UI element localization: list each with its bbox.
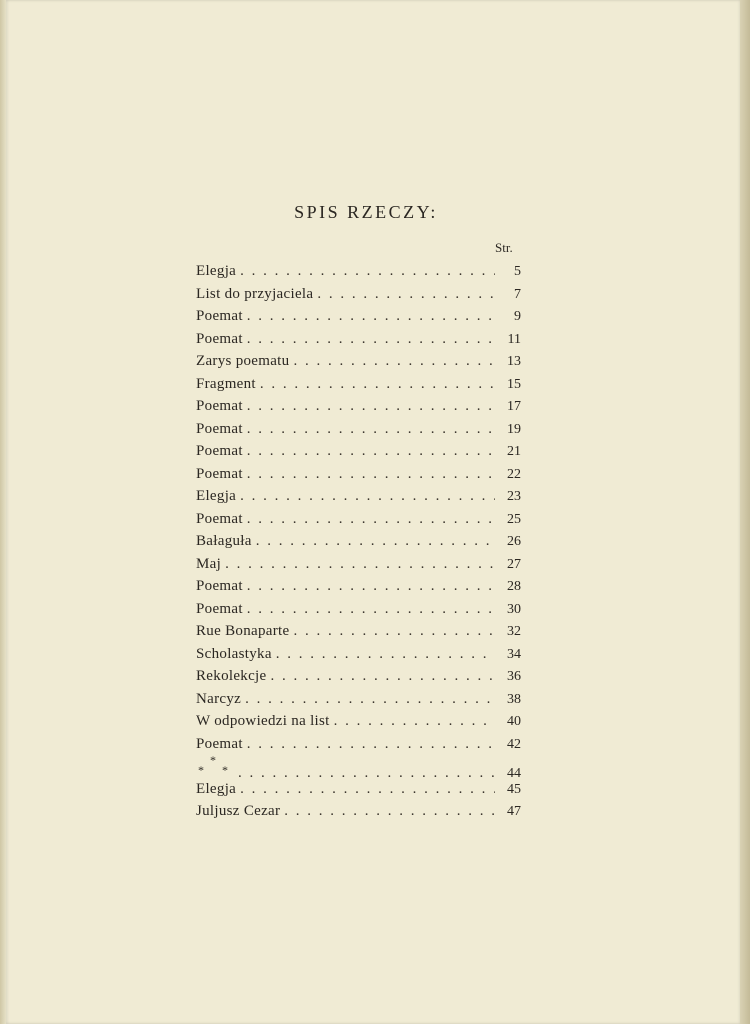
dot-leader xyxy=(238,762,495,778)
toc-entry-title: Rekolekcje xyxy=(196,668,267,684)
toc-entry xyxy=(196,755,521,778)
toc-entry-title: Poemat xyxy=(196,398,243,414)
toc-entry xyxy=(196,395,521,418)
asterism-star: * xyxy=(210,755,217,767)
dot-leader xyxy=(247,440,495,463)
toc-entry-page-number: 19 xyxy=(507,421,521,437)
toc-entry-page-number: 47 xyxy=(507,804,521,819)
toc-entry xyxy=(196,305,521,328)
page-right-edge xyxy=(740,0,750,1024)
dot-leader xyxy=(260,373,495,396)
toc-entry-page-number: 17 xyxy=(507,399,521,414)
page-number-column-label: Str. xyxy=(495,240,513,255)
toc-entry xyxy=(196,440,521,463)
toc-entry-page-number: 11 xyxy=(507,331,521,347)
page-title: SPIS RZECZY: xyxy=(294,202,438,222)
toc-entry-title: Elegja xyxy=(196,263,237,279)
dot-leader xyxy=(334,710,495,733)
book-page xyxy=(6,0,742,1024)
dot-leader xyxy=(247,733,495,756)
toc-entry-title: Narcyz xyxy=(196,690,242,707)
toc-entry-title: List do przyjaciela xyxy=(196,285,314,302)
toc-entry xyxy=(196,260,521,283)
toc-entry-title: Bałaguła xyxy=(196,533,252,549)
toc-entry-page-number: 40 xyxy=(507,714,521,729)
toc-entry-title: Poemat xyxy=(196,465,243,482)
toc-entry-title: Maj xyxy=(196,555,222,572)
dot-leader xyxy=(245,688,495,711)
toc-entry-page-number: 45 xyxy=(507,781,521,797)
toc-entry xyxy=(196,553,521,576)
asterism-star: * xyxy=(198,763,205,777)
toc-entry-title: Zarys poematu xyxy=(196,353,290,369)
toc-entry xyxy=(196,620,521,643)
toc-entry-page-number: 34 xyxy=(507,646,521,662)
dot-leader xyxy=(247,328,495,351)
dot-leader xyxy=(256,530,495,553)
toc-entry-page-number: 23 xyxy=(507,489,521,504)
dot-leader xyxy=(247,598,495,621)
table-of-contents xyxy=(196,260,521,823)
toc-entry-title: Poemat xyxy=(196,420,243,437)
toc-entry xyxy=(196,463,521,486)
dot-leader xyxy=(270,665,495,688)
toc-entry-page-number: 44 xyxy=(507,766,521,778)
toc-entry xyxy=(196,688,521,711)
toc-entry-page-number: 26 xyxy=(507,534,521,549)
toc-entry-page-number: 38 xyxy=(507,691,521,707)
dot-leader xyxy=(284,800,495,823)
toc-entry-title: Rue Bonaparte xyxy=(196,623,290,639)
toc-entry-title: Poemat xyxy=(196,600,243,617)
toc-entry-page-number: 9 xyxy=(514,309,521,324)
dot-leader xyxy=(293,620,495,643)
toc-entry-title: Poemat xyxy=(196,510,243,527)
toc-entry-page-number: 25 xyxy=(507,511,521,527)
toc-entry-title: Juljusz Cezar xyxy=(196,803,281,819)
dot-leader xyxy=(240,260,495,283)
dot-leader xyxy=(225,553,495,576)
toc-entry xyxy=(196,530,521,553)
toc-entry-title: Poemat xyxy=(196,308,243,324)
toc-entry-page-number: 27 xyxy=(507,556,521,572)
toc-entry-page-number: 32 xyxy=(507,624,521,639)
toc-entry-asterism xyxy=(196,755,234,777)
toc-entry xyxy=(196,710,521,733)
dot-leader xyxy=(247,575,495,598)
toc-entry-title: Poemat xyxy=(196,578,243,594)
toc-entry-page-number: 28 xyxy=(507,579,521,594)
toc-entry-page-number: 5 xyxy=(514,264,521,279)
dot-leader xyxy=(293,350,495,373)
toc-entry-page-number: 22 xyxy=(507,466,521,482)
toc-entry xyxy=(196,328,521,351)
toc-entry xyxy=(196,350,521,373)
toc-entry-page-number: 13 xyxy=(507,354,521,369)
toc-entry xyxy=(196,418,521,441)
toc-entry-page-number: 21 xyxy=(507,444,521,459)
toc-entry xyxy=(196,778,521,801)
dot-leader xyxy=(247,395,495,418)
toc-entry xyxy=(196,733,521,756)
toc-entry xyxy=(196,508,521,531)
dot-leader xyxy=(276,643,495,666)
asterism-star: * xyxy=(222,763,229,777)
dot-leader xyxy=(317,283,495,306)
toc-entry xyxy=(196,283,521,306)
toc-entry-page-number: 15 xyxy=(507,376,521,392)
toc-entry-page-number: 7 xyxy=(514,286,521,302)
dot-leader xyxy=(247,418,495,441)
toc-entry-page-number: 30 xyxy=(507,601,521,617)
toc-entry-title: Fragment xyxy=(196,375,256,392)
toc-entry-title: Poemat xyxy=(196,443,243,459)
toc-entry-title: Elegja xyxy=(196,780,237,797)
toc-entry-page-number: 42 xyxy=(507,736,521,752)
toc-entry xyxy=(196,800,521,823)
dot-leader xyxy=(240,778,495,801)
toc-entry-title: Elegja xyxy=(196,488,237,504)
toc-entry-title: Poemat xyxy=(196,735,243,752)
dot-leader xyxy=(240,485,495,508)
dot-leader xyxy=(247,508,495,531)
toc-entry xyxy=(196,575,521,598)
toc-entry xyxy=(196,598,521,621)
toc-entry xyxy=(196,643,521,666)
toc-entry xyxy=(196,485,521,508)
toc-entry-title: Scholastyka xyxy=(196,645,272,662)
dot-leader xyxy=(247,305,495,328)
toc-entry-title: W odpowiedzi na list xyxy=(196,713,330,729)
toc-entry xyxy=(196,665,521,688)
toc-entry-page-number: 36 xyxy=(507,669,521,684)
toc-entry-title: Poemat xyxy=(196,330,243,347)
toc-entry xyxy=(196,373,521,396)
dot-leader xyxy=(247,463,495,486)
